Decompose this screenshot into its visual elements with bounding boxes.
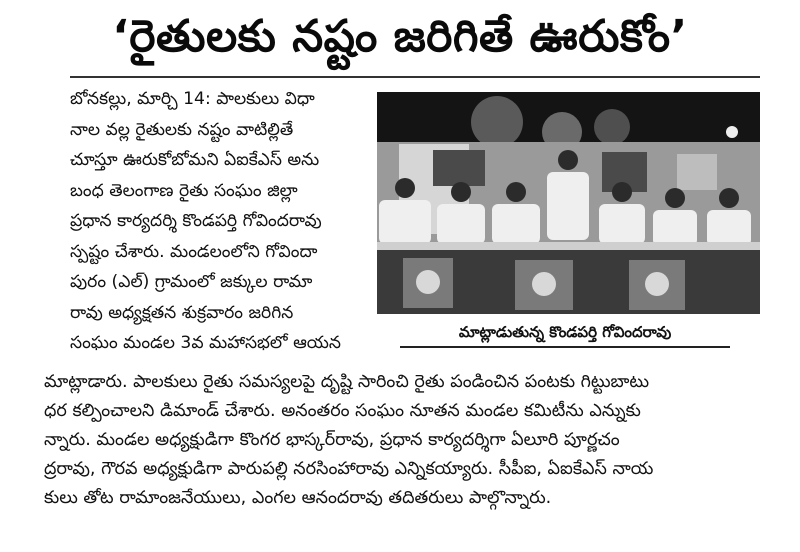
text-line: ధర కల్పించాలని డిమాండ్ చేశారు. అనంతరం సంఘం నూతన మండల కమిటీను ఎన్నుకు: [44, 401, 641, 421]
article-column-text: [70, 84, 375, 359]
text-line: సంఘం మండల 3వ మహాసభలో ఆయన: [70, 333, 341, 353]
text-line: మాట్లాడారు. పాలకులు రైతు సమస్యలపై దృష్టి సారించి రైతు పండించిన పంటకు గిట్టుబాటు: [44, 372, 650, 392]
text-line: ద్రరావు, గౌరవ అధ్యక్షుడిగా పారుపల్లి నరసింహారావు ఎన్నికయ్యారు. సీపీఐ, ఏఐకేఎస్ నాయ: [44, 459, 654, 479]
text-line: పురం (ఎల్) గ్రామంలో జక్కుల రామా: [70, 272, 313, 292]
text-line: చూస్తూ ఊరుకోబోమని ఏఐకేఎస్ అను: [70, 150, 320, 170]
photo-illustration: [377, 92, 760, 314]
article-headline: ‘రైతులకు నష్టం జరిగితే ఊరుకోం’: [112, 11, 688, 62]
text-line: స్పష్టం చేశారు. మండలంలోని గోవిందా: [70, 241, 318, 262]
text-line: బోనకల్లు, మార్చి 14: పాలకులు విధా: [70, 89, 315, 109]
text-line: కులు తోట రామాంజనేయులు, ఎంగల ఆనందరావు తదితరులు పాల్గొన్నారు.: [44, 488, 552, 508]
text-line: నాల వల్ల రైతులకు నష్టం వాటిల్లితే: [70, 119, 294, 140]
event-photo: [377, 92, 760, 314]
text-line: రావు అధ్యక్షతన శుక్రవారం జరిగిన: [70, 302, 294, 323]
headline-divider: [70, 76, 760, 78]
photo-caption: మాట్లాడుతున్న కొండపర్తి గోవిందరావు: [400, 318, 730, 348]
article-full-width-text: [44, 368, 774, 513]
text-line: ప్రధాన కార్యదర్శి కొండపర్తి గోవిందరావు: [70, 211, 322, 231]
text-line: న్నారు. మండల అధ్యక్షుడిగా కొంగర భాస్కర్‌రావు, ప్రధాన కార్యదర్శిగా ఏలూరి పూర్ణచం: [44, 430, 620, 450]
text-line: బంధ తెలంగాణ రైతు సంఘం జిల్లా: [70, 180, 298, 201]
